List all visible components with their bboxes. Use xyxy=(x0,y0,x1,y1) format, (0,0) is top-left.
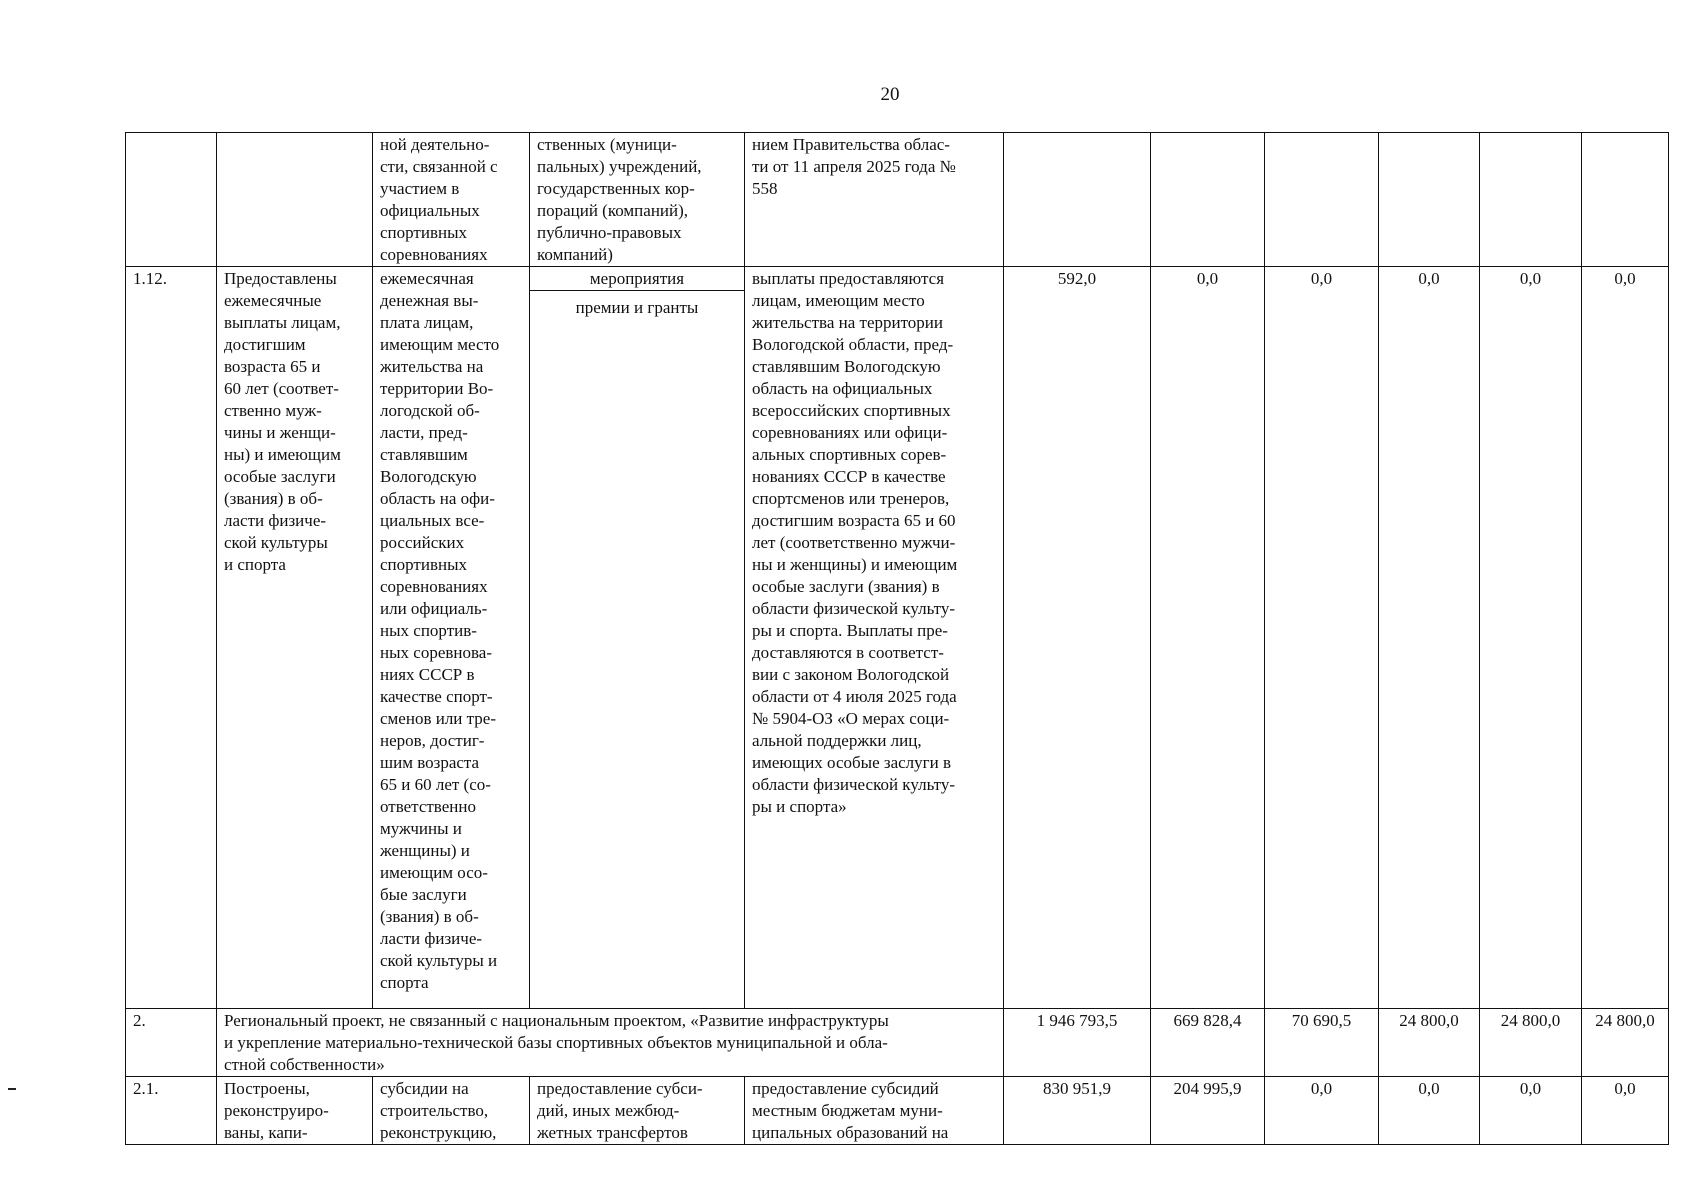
cell-value: 592,0 xyxy=(1004,267,1151,1009)
cell-value: 0,0 xyxy=(1379,267,1480,1009)
cell-value: 70 690,5 xyxy=(1265,1009,1379,1077)
cell-value: 24 800,0 xyxy=(1582,1009,1669,1077)
description-text: субсидии на строительство, реконструкцию, xyxy=(380,1079,497,1142)
cell-project-title xyxy=(217,1009,1004,1077)
cell-value: 0,0 xyxy=(1265,267,1379,1009)
cell-value: 830 951,9 xyxy=(1004,1077,1151,1145)
cell-description xyxy=(373,267,530,1009)
task-text: Предоставлены ежемесячные выплаты лицам, достигшим возраста 65 и 60 лет (соответ- ственно муж- чины и женщи- ны) и имеющим особые заслуги (звания) в об- ласти физиче- ской культуры и спорта xyxy=(224,269,341,574)
cell-value: 0,0 xyxy=(1480,267,1582,1009)
cell-value: 204 995,9 xyxy=(1151,1077,1265,1145)
cell-number: 2.1. xyxy=(126,1077,217,1145)
characteristic-text: предоставление субсидий местным бюджетам муни- ципальных образований на xyxy=(752,1079,949,1142)
cell-value xyxy=(1480,133,1582,267)
cell-task xyxy=(217,1077,373,1145)
cell-number: 1.12. xyxy=(126,267,217,1009)
description-text: ежемесячная денежная вы- плата лицам, имеющим место жительства на территории Во- логодской об- ласти, пред- ставлявшим Вологодскую область на офи- циальных все- российских спортивных соревнованиях или официаль- ных спортив- ных соревнова- ниях СССР в качестве спорт- сменов или тре- неров, достиг- шим возраста 65 и 60 лет (со- ответственно мужчины и женщины) и имеющим осо- бые заслуги (звания) в об- ласти физиче- ской культуры и спорта xyxy=(380,269,500,992)
measures-table xyxy=(125,132,1669,1145)
cell-value xyxy=(1379,133,1480,267)
cell-number: 2. xyxy=(126,1009,217,1077)
task-text: Построены, реконструиро- ваны, капи- xyxy=(224,1079,329,1142)
cell-value: 24 800,0 xyxy=(1379,1009,1480,1077)
table-row xyxy=(126,1077,1669,1145)
cell-value: 1 946 793,5 xyxy=(1004,1009,1151,1077)
cell-description xyxy=(373,133,530,267)
cell-value: 0,0 xyxy=(1151,267,1265,1009)
cell-value xyxy=(1004,133,1151,267)
cell-number xyxy=(126,133,217,267)
cell-value xyxy=(1151,133,1265,267)
characteristic-text: нием Правительства облас- ти от 11 апреля 2025 года № 558 xyxy=(752,135,956,198)
table-row xyxy=(126,267,1669,1009)
type-text: ственных (муници- пальных) учреждений, государственных кор- пораций (компаний), публично-правовых компаний) xyxy=(537,135,702,264)
table-row xyxy=(126,1009,1669,1077)
cell-value: 0,0 xyxy=(1480,1077,1582,1145)
type-bottom-text: премии и гранты xyxy=(575,298,699,317)
description-text: ной деятельно- сти, связанной с участием в официальных спортивных соревнованиях xyxy=(380,135,498,264)
project-title-text: Региональный проект, не связанный с национальным проектом, «Развитие инфраструктуры и укрепление материально-технической базы спортивных объектов муниципальной и обла- стной собственности» xyxy=(224,1011,889,1074)
cell-value: 0,0 xyxy=(1582,267,1669,1009)
table-row xyxy=(126,133,1669,267)
cell-task xyxy=(217,267,373,1009)
margin-mark xyxy=(8,1088,16,1090)
characteristic-text: выплаты предоставляются лицам, имеющим место жительства на территории Вологодской области, пред- ставлявшим Вологодскую область на официальных всероссийских спортивных соревнованиях или офици- альных спортивных сорев- нованиях СССР в качестве спортсменов или тренеров, достигшим возраста 65 и 60 лет (соответственно мужчи- ны и женщины) и имеющим особые заслуги (звания) в области физической культу- ры и спорта. Выплаты пре- доставляются в соответст- вии с законом Вологодской области от 4 июля 2025 года № 5904-ОЗ «О мерах соци- альной поддержки лиц, имеющих особые заслуги в области физической культу- ры и спорта» xyxy=(752,269,958,816)
cell-characteristic xyxy=(745,133,1004,267)
cell-value: 24 800,0 xyxy=(1480,1009,1582,1077)
page-number: 20 xyxy=(880,84,900,105)
cell-type xyxy=(530,133,745,267)
type-text: предоставление субси- дий, иных межбюд- жетных трансфертов xyxy=(537,1079,703,1142)
cell-type xyxy=(530,267,745,1009)
cell-value: 0,0 xyxy=(1379,1077,1480,1145)
cell-value: 0,0 xyxy=(1265,1077,1379,1145)
cell-value: 669 828,4 xyxy=(1151,1009,1265,1077)
cell-description xyxy=(373,1077,530,1145)
cell-characteristic xyxy=(745,267,1004,1009)
cell-value xyxy=(1265,133,1379,267)
type-top-text: мероприятия xyxy=(530,268,744,291)
cell-value: 0,0 xyxy=(1582,1077,1669,1145)
cell-task xyxy=(217,133,373,267)
cell-value xyxy=(1582,133,1669,267)
cell-type xyxy=(530,1077,745,1145)
cell-characteristic xyxy=(745,1077,1004,1145)
